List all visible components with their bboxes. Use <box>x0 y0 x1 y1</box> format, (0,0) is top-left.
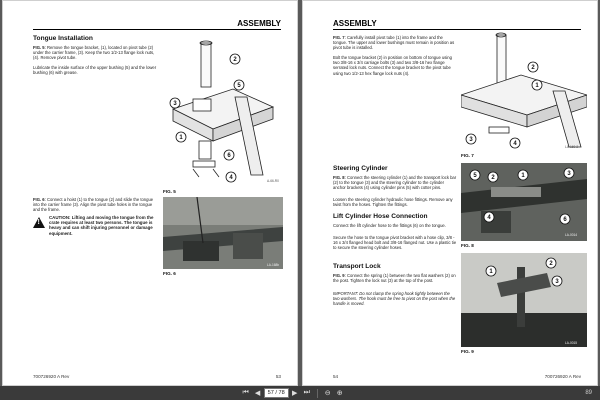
right-page-header: ASSEMBLY <box>333 19 377 28</box>
fig8-callout-5: 5 <box>473 173 477 179</box>
fig5-callout-5: 5 <box>237 83 241 89</box>
important-notice <box>333 291 457 307</box>
figure-9-svg <box>461 253 587 347</box>
fig9-instruction <box>333 273 457 283</box>
important-body: : Do not clamp the spring hook tightly between the two washers. The hook must be free to pivot on the post when the handle is moved. <box>333 291 456 307</box>
fig8-body: : Connect the steering cylinder (1) and the transport lock bar (2) to the tongue (3) and the steering cylinder to the cylinder anchor brackets (4) using cylinder pins (5) with cotter pins. <box>333 175 457 191</box>
left-page-header: ASSEMBLY <box>237 19 281 28</box>
lift-instruction: Connect the lift cylinder hose to the fittings (6) on the tongue. <box>333 223 446 228</box>
figure-6-caption: FIG. 6 <box>163 271 176 276</box>
figure-8-svg <box>461 163 587 241</box>
steering-cylinder-title: Steering Cylinder <box>333 165 388 172</box>
current-page: 57 <box>267 390 274 396</box>
fig5-callout-1: 1 <box>179 135 183 141</box>
zoom-level[interactable]: 89 <box>585 390 593 396</box>
fig5-body: : Remove the tongue bracket, (1), located on pivot tube (2) under the carrier frame, (3). Keep the two 1/2-13 flange lock nuts, (4). Remove pivot tube. <box>33 45 155 61</box>
figure-8-code: LA-0014 <box>565 233 578 237</box>
fig9-callout-1: 1 <box>489 269 493 275</box>
figure-9-photo <box>461 253 587 347</box>
secure-instruction: Secure the hose to the tongue pivot bracket with a hose clip, 3/8 - 16 x 3/4 flanged head bolt and 3/8-16 flanged nut. Use a plastic tie to secure the steering cylinder hoses. <box>333 235 457 251</box>
fig5-callout-4: 4 <box>229 175 233 181</box>
right-footer-pagenum: 54 <box>333 374 339 379</box>
tongue-installation-title: Tongue Installation <box>33 35 93 42</box>
first-page-icon[interactable]: ⏮ <box>242 389 249 396</box>
fig9-callout-2: 2 <box>549 261 553 267</box>
figure-7-code: LA-160-2 <box>565 145 579 149</box>
next-page-icon[interactable]: ▶ <box>292 390 298 397</box>
left-page <box>2 0 298 386</box>
page-number-input[interactable] <box>264 388 289 398</box>
fig5-callout-3: 3 <box>173 101 177 107</box>
fig8-callout-4: 4 <box>487 215 491 221</box>
last-page-icon[interactable]: ⏭ <box>303 389 310 396</box>
fig5-ref: FIG. 5 <box>33 45 45 50</box>
figure-9-code: LA-0015 <box>565 341 578 345</box>
left-header-rule <box>33 29 281 30</box>
fig8-callout-1: 1 <box>521 173 525 179</box>
fig7-callout-1: 1 <box>535 83 539 89</box>
pdf-viewer-toolbar <box>0 386 600 400</box>
fig6-body: : Connect a hoist (1) to the tongue (2) and slide the tongue into the carrier frame (3). Align the pivot tube holes in the tongue and the frame. <box>33 197 154 213</box>
right-footer-docnum: 700726920 A Rev <box>544 374 581 379</box>
important-label: IMPORTANT <box>333 291 357 296</box>
fig7-callout-3: 3 <box>469 137 473 143</box>
fig8-callout-6: 6 <box>563 217 567 223</box>
figure-5-drawing <box>163 37 283 189</box>
fig8-ref: FIG. 8 <box>333 175 345 180</box>
fig8-callout-2: 2 <box>491 175 495 181</box>
fig7-instruction <box>333 35 457 51</box>
figure-5-svg <box>163 37 283 189</box>
caution-notice <box>49 215 159 236</box>
figure-6-photo <box>163 197 283 269</box>
fig6-instruction <box>33 197 157 213</box>
fig7-ref: FIG. 7 <box>333 35 345 40</box>
fig7-callout-4: 4 <box>513 141 517 147</box>
figure-6-svg <box>163 197 283 269</box>
figure-7-drawing <box>461 31 587 151</box>
figure-6-code: LA-168b <box>267 263 280 267</box>
fig5-instruction <box>33 45 157 61</box>
fig9-callout-3: 3 <box>555 279 559 285</box>
fig6-ref: FIG. 6 <box>33 197 45 202</box>
prev-page-icon[interactable]: ◀ <box>254 390 261 397</box>
transport-lock-title: Transport Lock <box>333 263 381 270</box>
loosen-instruction: Loosen the steering cylinder hydraulic hose fittings. Remove any twist from the hoses. Tighten the fittings. <box>333 197 453 208</box>
caution-warning-icon <box>33 217 45 228</box>
caution-body: : Lifting and moving the tongue from the crate requires at least two persons. The tongue is heavy and can shift injuring personnel or damage equipment. <box>49 215 154 236</box>
figure-5-caption: FIG. 5 <box>163 189 176 194</box>
fig8-instruction <box>333 175 457 191</box>
figure-7-caption: FIG. 7 <box>461 153 474 158</box>
bolt-instruction: Bolt the tongue bracket (2) in position on bottom of tongue using two 3/8-16 x 3/4 carriage bolts (3) and two 3/8-16 hex flange serrated lock nuts. Connect the tongue bracket to the pivot tube using two 1/2-13 hex flange lock nuts (4). <box>333 55 452 76</box>
lubricate-instruction: Lubricate the inside surface of the upper bushing (5) and the lower bushing (6) with grease. <box>33 65 157 76</box>
fig7-callout-2: 2 <box>531 65 535 71</box>
figure-5-code: A-66-R0 <box>267 179 279 183</box>
total-pages: / 78 <box>275 390 285 396</box>
figure-7-svg <box>461 31 587 151</box>
left-footer-pagenum: 53 <box>275 374 281 379</box>
fig5-callout-2: 2 <box>233 57 237 63</box>
right-page <box>302 0 598 386</box>
fig7-body: : Carefully install pivot tube (1) into the frame and the tongue. The upper and lower bushings must remain in position as pivot tube is installed. <box>333 35 455 51</box>
toolbar-separator <box>317 389 318 398</box>
zoom-in-icon[interactable]: ⊕ <box>336 390 343 397</box>
left-footer-docnum: 700726920 A Rev <box>33 374 70 379</box>
lift-cylinder-title: Lift Cylinder Hose Connection <box>333 213 428 220</box>
fig8-callout-3: 3 <box>567 171 571 177</box>
fig9-body: : Connect the spring (1) between the two flat washers (2) on the post. Tighten the lock nut (3) at the top of the post. <box>333 273 456 284</box>
figure-8-photo <box>461 163 587 241</box>
figure-9-caption: FIG. 9 <box>461 349 474 354</box>
fig9-ref: FIG. 9 <box>333 273 345 278</box>
caution-label: CAUTION <box>49 215 70 220</box>
figure-8-caption: FIG. 8 <box>461 243 474 248</box>
fig5-callout-6: 6 <box>227 153 231 159</box>
right-header-rule <box>333 29 581 30</box>
zoom-out-icon[interactable]: ⊖ <box>324 390 331 397</box>
